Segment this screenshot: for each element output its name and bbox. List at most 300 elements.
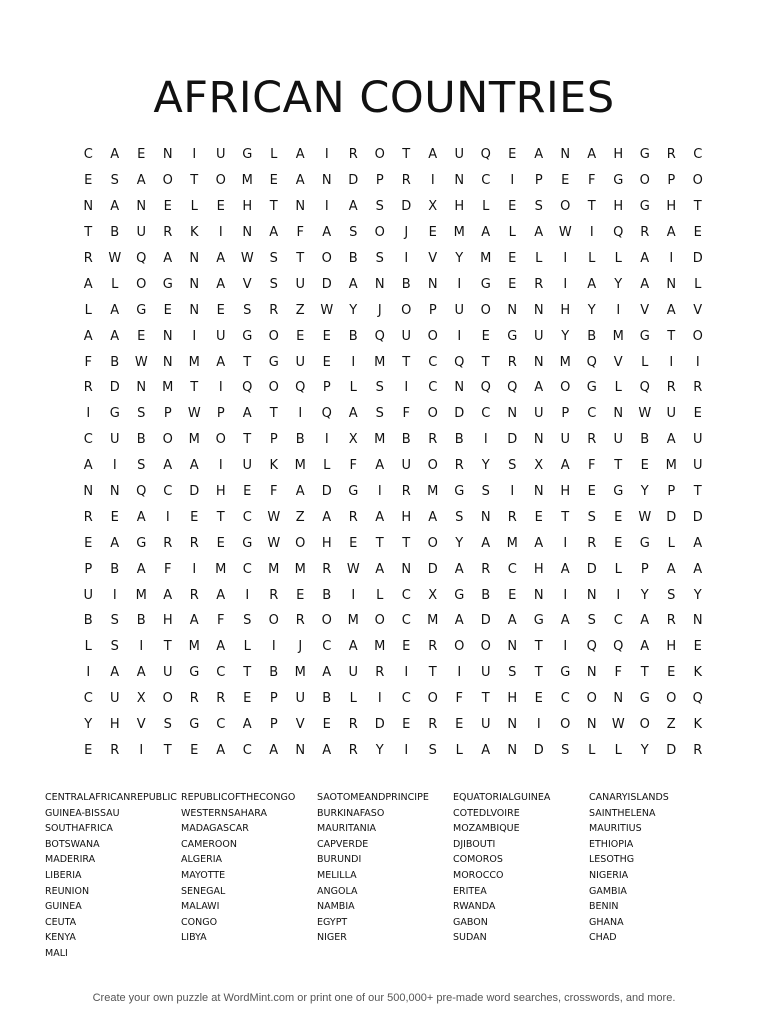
- grid-letter: R: [83, 251, 93, 266]
- grid-letter: T: [84, 225, 93, 241]
- grid-letter: A: [216, 276, 226, 292]
- word-column: [453, 790, 589, 962]
- grid-letter: R: [295, 613, 305, 629]
- grid-letter: Q: [454, 354, 465, 370]
- grid-letter: D: [507, 432, 518, 448]
- grid-letter: A: [136, 509, 146, 525]
- grid-letter: I: [324, 147, 329, 163]
- grid-letter: M: [135, 587, 147, 603]
- grid-letter: U: [480, 717, 491, 733]
- grid-letter: I: [324, 432, 329, 448]
- grid-letter: R: [666, 147, 676, 163]
- grid-letter: A: [560, 561, 570, 577]
- grid-letter: U: [692, 432, 703, 448]
- grid-letter: S: [269, 251, 278, 266]
- grid-letter: D: [427, 561, 438, 577]
- grid-letter: F: [270, 484, 278, 500]
- grid-letter: T: [375, 535, 384, 551]
- grid-letter: A: [666, 561, 676, 577]
- grid-letter: O: [427, 535, 438, 551]
- grid-letter: T: [534, 639, 543, 655]
- grid-letter: C: [560, 691, 570, 707]
- grid-letter: Q: [692, 691, 703, 707]
- word-list-item: MOROCCO: [453, 869, 504, 881]
- grid-letter: R: [666, 613, 676, 629]
- grid-letter: O: [374, 613, 385, 629]
- grid-letter: A: [110, 199, 120, 215]
- grid-letter: A: [136, 173, 146, 189]
- grid-letter: M: [480, 251, 492, 266]
- grid-letter: S: [137, 406, 146, 422]
- grid-letter: E: [349, 535, 358, 551]
- word-list-item: MADERIRA: [45, 854, 96, 866]
- grid-letter: I: [192, 147, 197, 163]
- grid-letter: Y: [640, 484, 649, 500]
- grid-letter: G: [454, 587, 465, 603]
- grid-letter: H: [613, 147, 624, 163]
- grid-letter: M: [427, 613, 439, 629]
- grid-letter: H: [533, 561, 544, 577]
- grid-letter: O: [215, 432, 226, 448]
- grid-letter: E: [296, 587, 305, 603]
- grid-letter: L: [614, 380, 622, 396]
- grid-letter: A: [295, 173, 305, 189]
- grid-letter: C: [481, 173, 491, 189]
- grid-letter: B: [640, 432, 650, 448]
- grid-letter: Q: [480, 380, 491, 396]
- grid-letter: O: [480, 302, 491, 318]
- grid-letter: U: [136, 225, 146, 241]
- grid-letter: U: [109, 691, 120, 707]
- grid-letter: A: [534, 380, 544, 396]
- grid-letter: G: [242, 147, 253, 163]
- grid-letter: W: [346, 561, 360, 577]
- word-list-item: MADAGASCAR: [181, 823, 249, 835]
- word-list-item: KENYA: [45, 932, 76, 944]
- grid-letter: B: [348, 328, 358, 344]
- grid-letter: K: [693, 717, 703, 733]
- grid-letter: M: [215, 561, 227, 577]
- grid-letter: N: [295, 742, 306, 758]
- grid-letter: N: [321, 173, 332, 189]
- grid-letter: R: [481, 561, 491, 577]
- grid-letter: T: [190, 380, 199, 396]
- grid-letter: I: [86, 665, 91, 681]
- grid-letter: L: [641, 354, 649, 370]
- grid-letter: S: [375, 251, 384, 266]
- grid-letter: A: [322, 509, 332, 525]
- grid-letter: J: [298, 639, 303, 655]
- grid-letter: S: [375, 380, 384, 396]
- grid-letter: V: [640, 302, 650, 318]
- grid-letter: A: [587, 147, 597, 163]
- grid-letter: B: [110, 225, 120, 241]
- grid-letter: G: [162, 276, 173, 292]
- grid-letter: W: [134, 354, 148, 370]
- word-list-item: COMOROS: [453, 854, 503, 866]
- word-list-item: REUNION: [45, 885, 90, 897]
- grid-letter: U: [454, 302, 464, 318]
- grid-letter: T: [667, 328, 676, 344]
- grid-letter: A: [216, 354, 226, 370]
- grid-letter: D: [586, 561, 597, 577]
- grid-letter: S: [508, 665, 517, 681]
- grid-letter: G: [507, 328, 518, 344]
- grid-letter: N: [162, 354, 173, 370]
- grid-letter: R: [83, 380, 93, 396]
- grid-letter: Y: [455, 251, 464, 266]
- grid-letter: H: [613, 199, 624, 215]
- grid-letter: R: [693, 380, 703, 396]
- grid-letter: E: [84, 742, 93, 758]
- grid-letter: O: [586, 691, 597, 707]
- grid-letter: S: [481, 484, 490, 500]
- grid-letter: H: [321, 535, 332, 551]
- grid-letter: P: [84, 561, 93, 577]
- grid-letter: S: [534, 199, 543, 215]
- grid-letter: E: [614, 509, 623, 525]
- word-list-item: MALI: [45, 947, 68, 959]
- grid-letter: E: [693, 406, 702, 422]
- grid-letter: C: [401, 613, 411, 629]
- grid-letter: I: [404, 665, 409, 681]
- word-list-item: ALGERIA: [181, 854, 223, 866]
- grid-letter: R: [534, 276, 544, 292]
- grid-letter: P: [269, 717, 278, 733]
- grid-letter: G: [136, 302, 147, 318]
- grid-letter: R: [348, 509, 358, 525]
- grid-letter: D: [321, 276, 332, 292]
- grid-letter: T: [640, 665, 649, 681]
- word-list-item: CENTRALAFRICANREPUBLIC: [45, 792, 177, 803]
- grid-letter: N: [507, 639, 518, 655]
- grid-letter: K: [693, 665, 703, 681]
- grid-letter: R: [269, 587, 279, 603]
- grid-letter: U: [215, 147, 226, 163]
- grid-letter: W: [558, 225, 572, 241]
- grid-letter: W: [267, 535, 281, 551]
- grid-letter: P: [216, 406, 225, 422]
- grid-letter: L: [349, 691, 357, 707]
- grid-letter: A: [163, 587, 173, 603]
- word-list: [45, 790, 745, 962]
- grid-letter: U: [454, 147, 464, 163]
- word-column: [45, 790, 181, 962]
- grid-letter: I: [404, 742, 409, 758]
- grid-letter: U: [348, 665, 358, 681]
- grid-letter: T: [693, 484, 702, 500]
- grid-letter: F: [455, 691, 463, 707]
- word-list-item: NIGER: [317, 932, 347, 944]
- grid-letter: E: [428, 225, 437, 241]
- grid-letter: I: [139, 742, 144, 758]
- grid-letter: I: [192, 328, 197, 344]
- footer-text: Create your own puzzle at WordMint.com or print one of our 500,000+ pre-made word searches, crosswords, and more.: [92, 992, 676, 1004]
- grid-letter: A: [666, 432, 676, 448]
- grid-letter: A: [322, 665, 332, 681]
- grid-letter: P: [428, 302, 437, 318]
- grid-letter: W: [240, 251, 254, 266]
- grid-letter: I: [377, 691, 382, 707]
- grid-letter: P: [667, 173, 676, 189]
- grid-letter: U: [613, 432, 623, 448]
- grid-letter: E: [269, 173, 278, 189]
- grid-letter: S: [349, 225, 358, 241]
- grid-letter: A: [242, 717, 252, 733]
- grid-letter: S: [508, 458, 517, 474]
- grid-letter: Q: [586, 639, 597, 655]
- grid-letter: T: [269, 199, 278, 215]
- grid-letter: E: [534, 691, 543, 707]
- grid-letter: D: [109, 380, 120, 396]
- grid-letter: E: [322, 328, 331, 344]
- grid-letter: T: [163, 639, 172, 655]
- grid-letter: A: [640, 276, 650, 292]
- grid-letter: Q: [242, 380, 253, 396]
- word-list-item: DJIBOUTI: [453, 838, 496, 850]
- grid-letter: L: [270, 147, 278, 163]
- grid-letter: A: [481, 225, 491, 241]
- grid-letter: I: [245, 587, 250, 603]
- grid-letter: W: [187, 406, 201, 422]
- grid-letter: S: [110, 613, 119, 629]
- grid-letter: I: [192, 561, 197, 577]
- grid-letter: A: [136, 665, 146, 681]
- grid-letter: T: [402, 535, 411, 551]
- grid-letter: U: [692, 458, 703, 474]
- grid-letter: E: [216, 199, 225, 215]
- grid-letter: J: [377, 302, 382, 318]
- word-list-item: SENEGAL: [181, 885, 226, 897]
- grid-letter: U: [533, 328, 544, 344]
- grid-letter: L: [508, 225, 516, 241]
- grid-letter: E: [296, 328, 305, 344]
- grid-letter: N: [83, 199, 94, 215]
- grid-letter: A: [269, 742, 279, 758]
- grid-letter: N: [533, 432, 544, 448]
- grid-letter: E: [534, 509, 543, 525]
- grid-letter: A: [375, 561, 385, 577]
- grid-letter: B: [269, 665, 279, 681]
- grid-letter: I: [218, 458, 223, 474]
- grid-letter: O: [692, 328, 703, 344]
- grid-letter: M: [612, 328, 624, 344]
- grid-letter: I: [139, 639, 144, 655]
- grid-letter: A: [163, 458, 173, 474]
- grid-letter: M: [374, 639, 386, 655]
- grid-letter: I: [616, 302, 621, 318]
- grid-letter: H: [215, 484, 226, 500]
- grid-letter: M: [665, 458, 677, 474]
- grid-letter: G: [639, 691, 650, 707]
- grid-letter: Q: [480, 147, 491, 163]
- grid-letter: G: [109, 406, 120, 422]
- grid-letter: C: [401, 691, 411, 707]
- grid-letter: Y: [84, 717, 93, 733]
- grid-letter: R: [216, 691, 226, 707]
- grid-letter: S: [375, 199, 384, 215]
- grid-letter: W: [320, 302, 334, 318]
- grid-letter: B: [587, 328, 597, 344]
- grid-letter: A: [454, 613, 464, 629]
- grid-letter: K: [269, 458, 279, 474]
- word-list-item: MOZAMBIQUE: [453, 823, 520, 835]
- grid-letter: C: [83, 432, 93, 448]
- word-column: [317, 790, 453, 962]
- grid-letter: M: [347, 613, 359, 629]
- grid-letter: W: [611, 717, 625, 733]
- grid-letter: C: [613, 613, 623, 629]
- grid-letter: O: [215, 173, 226, 189]
- grid-letter: O: [454, 639, 465, 655]
- grid-letter: B: [322, 691, 332, 707]
- grid-letter: N: [666, 276, 677, 292]
- grid-letter: M: [268, 561, 280, 577]
- grid-letter: R: [507, 509, 517, 525]
- grid-letter: U: [560, 432, 570, 448]
- grid-letter: M: [506, 535, 518, 551]
- word-list-item: GUINEA: [45, 901, 82, 913]
- grid-letter: S: [110, 173, 119, 189]
- grid-letter: E: [508, 251, 517, 266]
- grid-letter: T: [481, 354, 490, 370]
- word-list-item: BURKINAFASO: [317, 807, 385, 819]
- grid-letter: U: [666, 406, 676, 422]
- grid-letter: O: [560, 380, 571, 396]
- grid-letter: A: [295, 147, 305, 163]
- grid-letter: Q: [136, 484, 147, 500]
- grid-letter: R: [428, 639, 438, 655]
- grid-letter: Q: [321, 406, 332, 422]
- grid-letter: R: [640, 225, 650, 241]
- grid-letter: H: [507, 691, 518, 707]
- grid-letter: O: [427, 691, 438, 707]
- grid-letter: E: [508, 147, 517, 163]
- grid-letter: B: [110, 561, 120, 577]
- grid-letter: N: [533, 587, 544, 603]
- grid-letter: P: [163, 406, 172, 422]
- grid-letter: S: [428, 742, 437, 758]
- grid-letter: O: [374, 225, 385, 241]
- grid-letter: E: [137, 328, 146, 344]
- word-list-item: SOUTHAFRICA: [45, 823, 113, 835]
- grid-letter: I: [457, 665, 462, 681]
- grid-letter: D: [348, 173, 359, 189]
- grid-letter: I: [510, 484, 515, 500]
- grid-letter: F: [164, 561, 172, 577]
- grid-letter: I: [563, 587, 568, 603]
- grid-letter: O: [560, 199, 571, 215]
- grid-letter: E: [243, 691, 252, 707]
- grid-letter: T: [693, 199, 702, 215]
- grid-letter: V: [613, 354, 623, 370]
- grid-letter: N: [533, 484, 544, 500]
- grid-letter: I: [457, 328, 462, 344]
- grid-letter: F: [296, 225, 304, 241]
- grid-letter: O: [639, 717, 650, 733]
- grid-letter: V: [428, 251, 438, 266]
- grid-letter: O: [136, 276, 147, 292]
- grid-letter: N: [586, 665, 597, 681]
- grid-letter: A: [348, 406, 358, 422]
- grid-letter: A: [534, 147, 544, 163]
- grid-letter: T: [481, 691, 490, 707]
- grid-letter: H: [666, 199, 677, 215]
- grid-letter: C: [401, 587, 411, 603]
- grid-letter: E: [402, 639, 411, 655]
- grid-letter: H: [109, 717, 120, 733]
- word-list-item: EGYPT: [317, 916, 348, 928]
- grid-letter: W: [638, 406, 652, 422]
- grid-letter: A: [587, 276, 597, 292]
- grid-letter: E: [508, 199, 517, 215]
- grid-letter: T: [243, 665, 252, 681]
- grid-letter: B: [401, 276, 411, 292]
- grid-letter: I: [112, 587, 117, 603]
- grid-letter: I: [218, 380, 223, 396]
- grid-letter: I: [351, 587, 356, 603]
- grid-letter: R: [189, 691, 199, 707]
- grid-letter: E: [163, 199, 172, 215]
- word-list-item: CHAD: [589, 932, 617, 944]
- grid-letter: L: [535, 251, 543, 266]
- grid-letter: A: [216, 639, 226, 655]
- grid-letter: I: [669, 251, 674, 266]
- grid-letter: R: [375, 665, 385, 681]
- word-list-item: MAYOTTE: [181, 869, 226, 881]
- grid-letter: S: [243, 613, 252, 629]
- grid-letter: R: [348, 147, 358, 163]
- grid-letter: M: [188, 432, 200, 448]
- grid-letter: L: [614, 742, 622, 758]
- grid-letter: A: [428, 509, 438, 525]
- word-list-item: ERITEA: [453, 885, 487, 897]
- grid-letter: M: [188, 354, 200, 370]
- grid-letter: H: [242, 199, 253, 215]
- grid-letter: O: [427, 328, 438, 344]
- grid-letter: N: [480, 509, 491, 525]
- grid-letter: G: [480, 276, 491, 292]
- word-list-item: COTEDLVOIRE: [453, 807, 520, 819]
- grid-letter: Y: [455, 535, 464, 551]
- word-list-item: MAURITIUS: [589, 823, 642, 835]
- grid-letter: A: [640, 251, 650, 266]
- grid-letter: T: [534, 665, 543, 681]
- grid-letter: O: [268, 613, 279, 629]
- grid-letter: R: [269, 302, 279, 318]
- grid-letter: C: [587, 406, 597, 422]
- grid-letter: Y: [561, 328, 570, 344]
- grid-letter: A: [348, 199, 358, 215]
- grid-letter: I: [112, 458, 117, 474]
- grid-letter: E: [640, 458, 649, 474]
- grid-letter: S: [163, 717, 172, 733]
- grid-letter: I: [324, 199, 329, 215]
- grid-letter: O: [162, 691, 173, 707]
- grid-letter: H: [560, 484, 571, 500]
- grid-letter: G: [639, 147, 650, 163]
- grid-letter: E: [561, 173, 570, 189]
- grid-letter: F: [217, 613, 225, 629]
- grid-letter: Y: [481, 458, 490, 474]
- word-list-item: GAMBIA: [589, 885, 627, 897]
- grid-letter: I: [536, 717, 541, 733]
- grid-letter: E: [84, 173, 93, 189]
- grid-letter: A: [666, 302, 676, 318]
- grid-letter: E: [455, 717, 464, 733]
- grid-letter: N: [507, 742, 518, 758]
- grid-letter: E: [322, 354, 331, 370]
